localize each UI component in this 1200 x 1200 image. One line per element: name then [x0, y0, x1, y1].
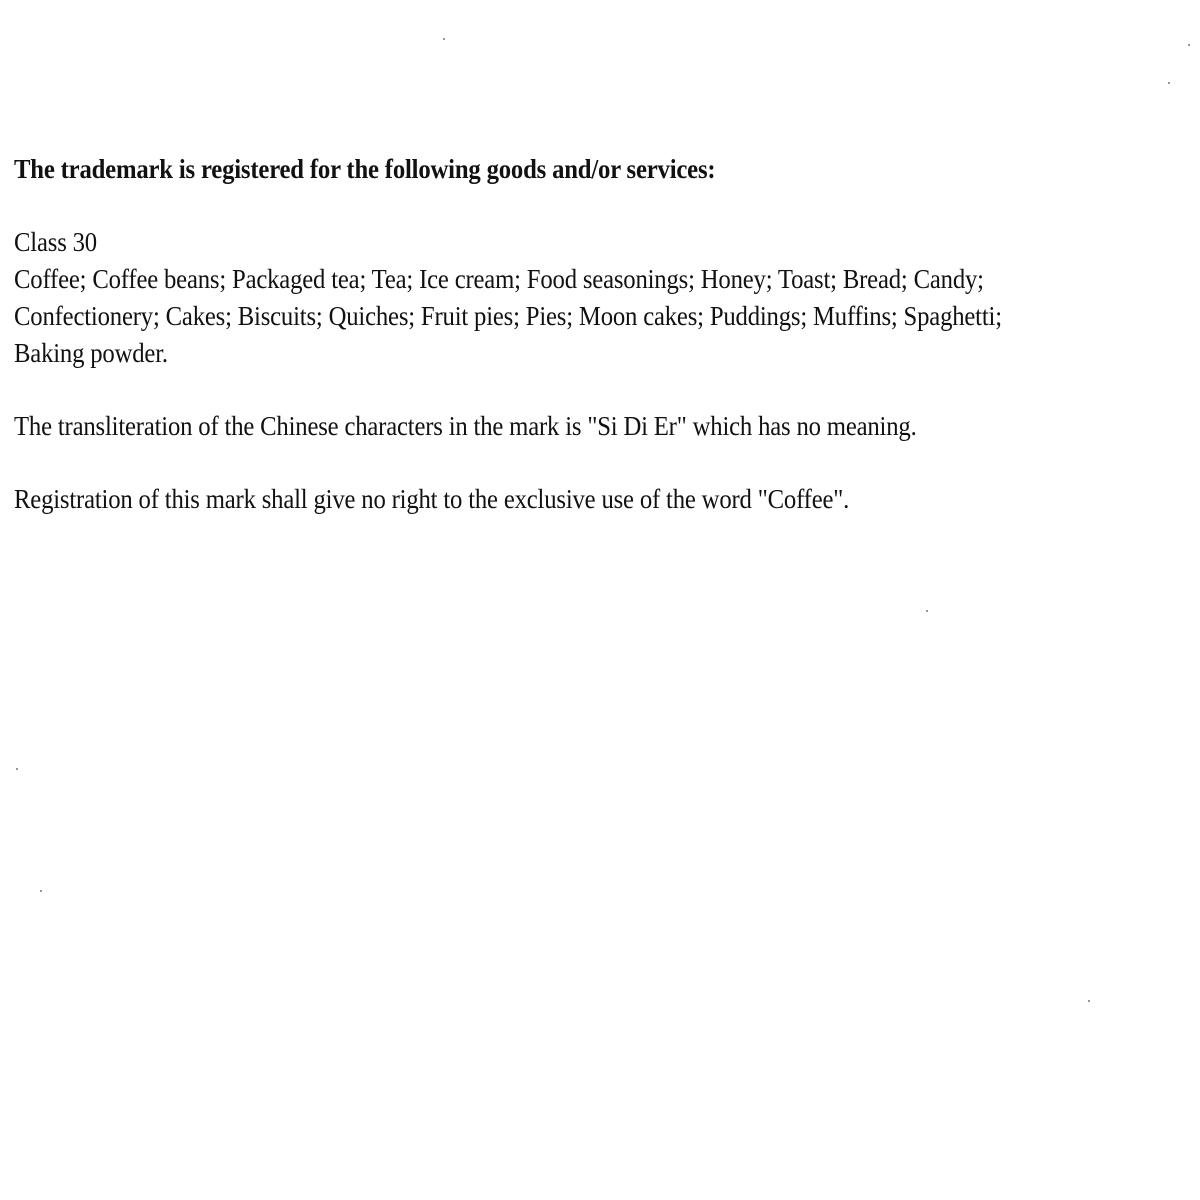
goods-class-block — [14, 224, 1194, 372]
scan-speck — [926, 610, 928, 612]
scan-speck — [16, 768, 18, 770]
disclaimer-text: Registration of this mark shall give no right to the exclusive use of the word "Coffee". — [14, 484, 850, 514]
goods-line-3: Baking powder. — [14, 338, 168, 368]
goods-line-1: Coffee; Coffee beans; Packaged tea; Tea; Ice cream; Food seasonings; Honey; Toast; Bread; Candy; — [14, 264, 984, 294]
scan-speck — [1188, 44, 1190, 46]
scan-speck — [40, 890, 42, 892]
transliteration-text: The transliteration of the Chinese characters in the mark is "Si Di Er" which has no meaning. — [14, 411, 917, 441]
class-label: Class 30 — [14, 227, 97, 257]
transliteration-paragraph — [14, 408, 1194, 445]
scan-speck — [1168, 82, 1170, 84]
scan-speck — [443, 38, 445, 40]
registration-heading: The trademark is registered for the following goods and/or services: — [14, 154, 716, 184]
scan-speck — [1088, 1000, 1090, 1002]
goods-line-2: Confectionery; Cakes; Biscuits; Quiches; Fruit pies; Pies; Moon cakes; Puddings; Muffins; Spaghetti; — [14, 301, 1002, 331]
document-body — [14, 150, 1194, 518]
disclaimer-paragraph — [14, 481, 1194, 518]
